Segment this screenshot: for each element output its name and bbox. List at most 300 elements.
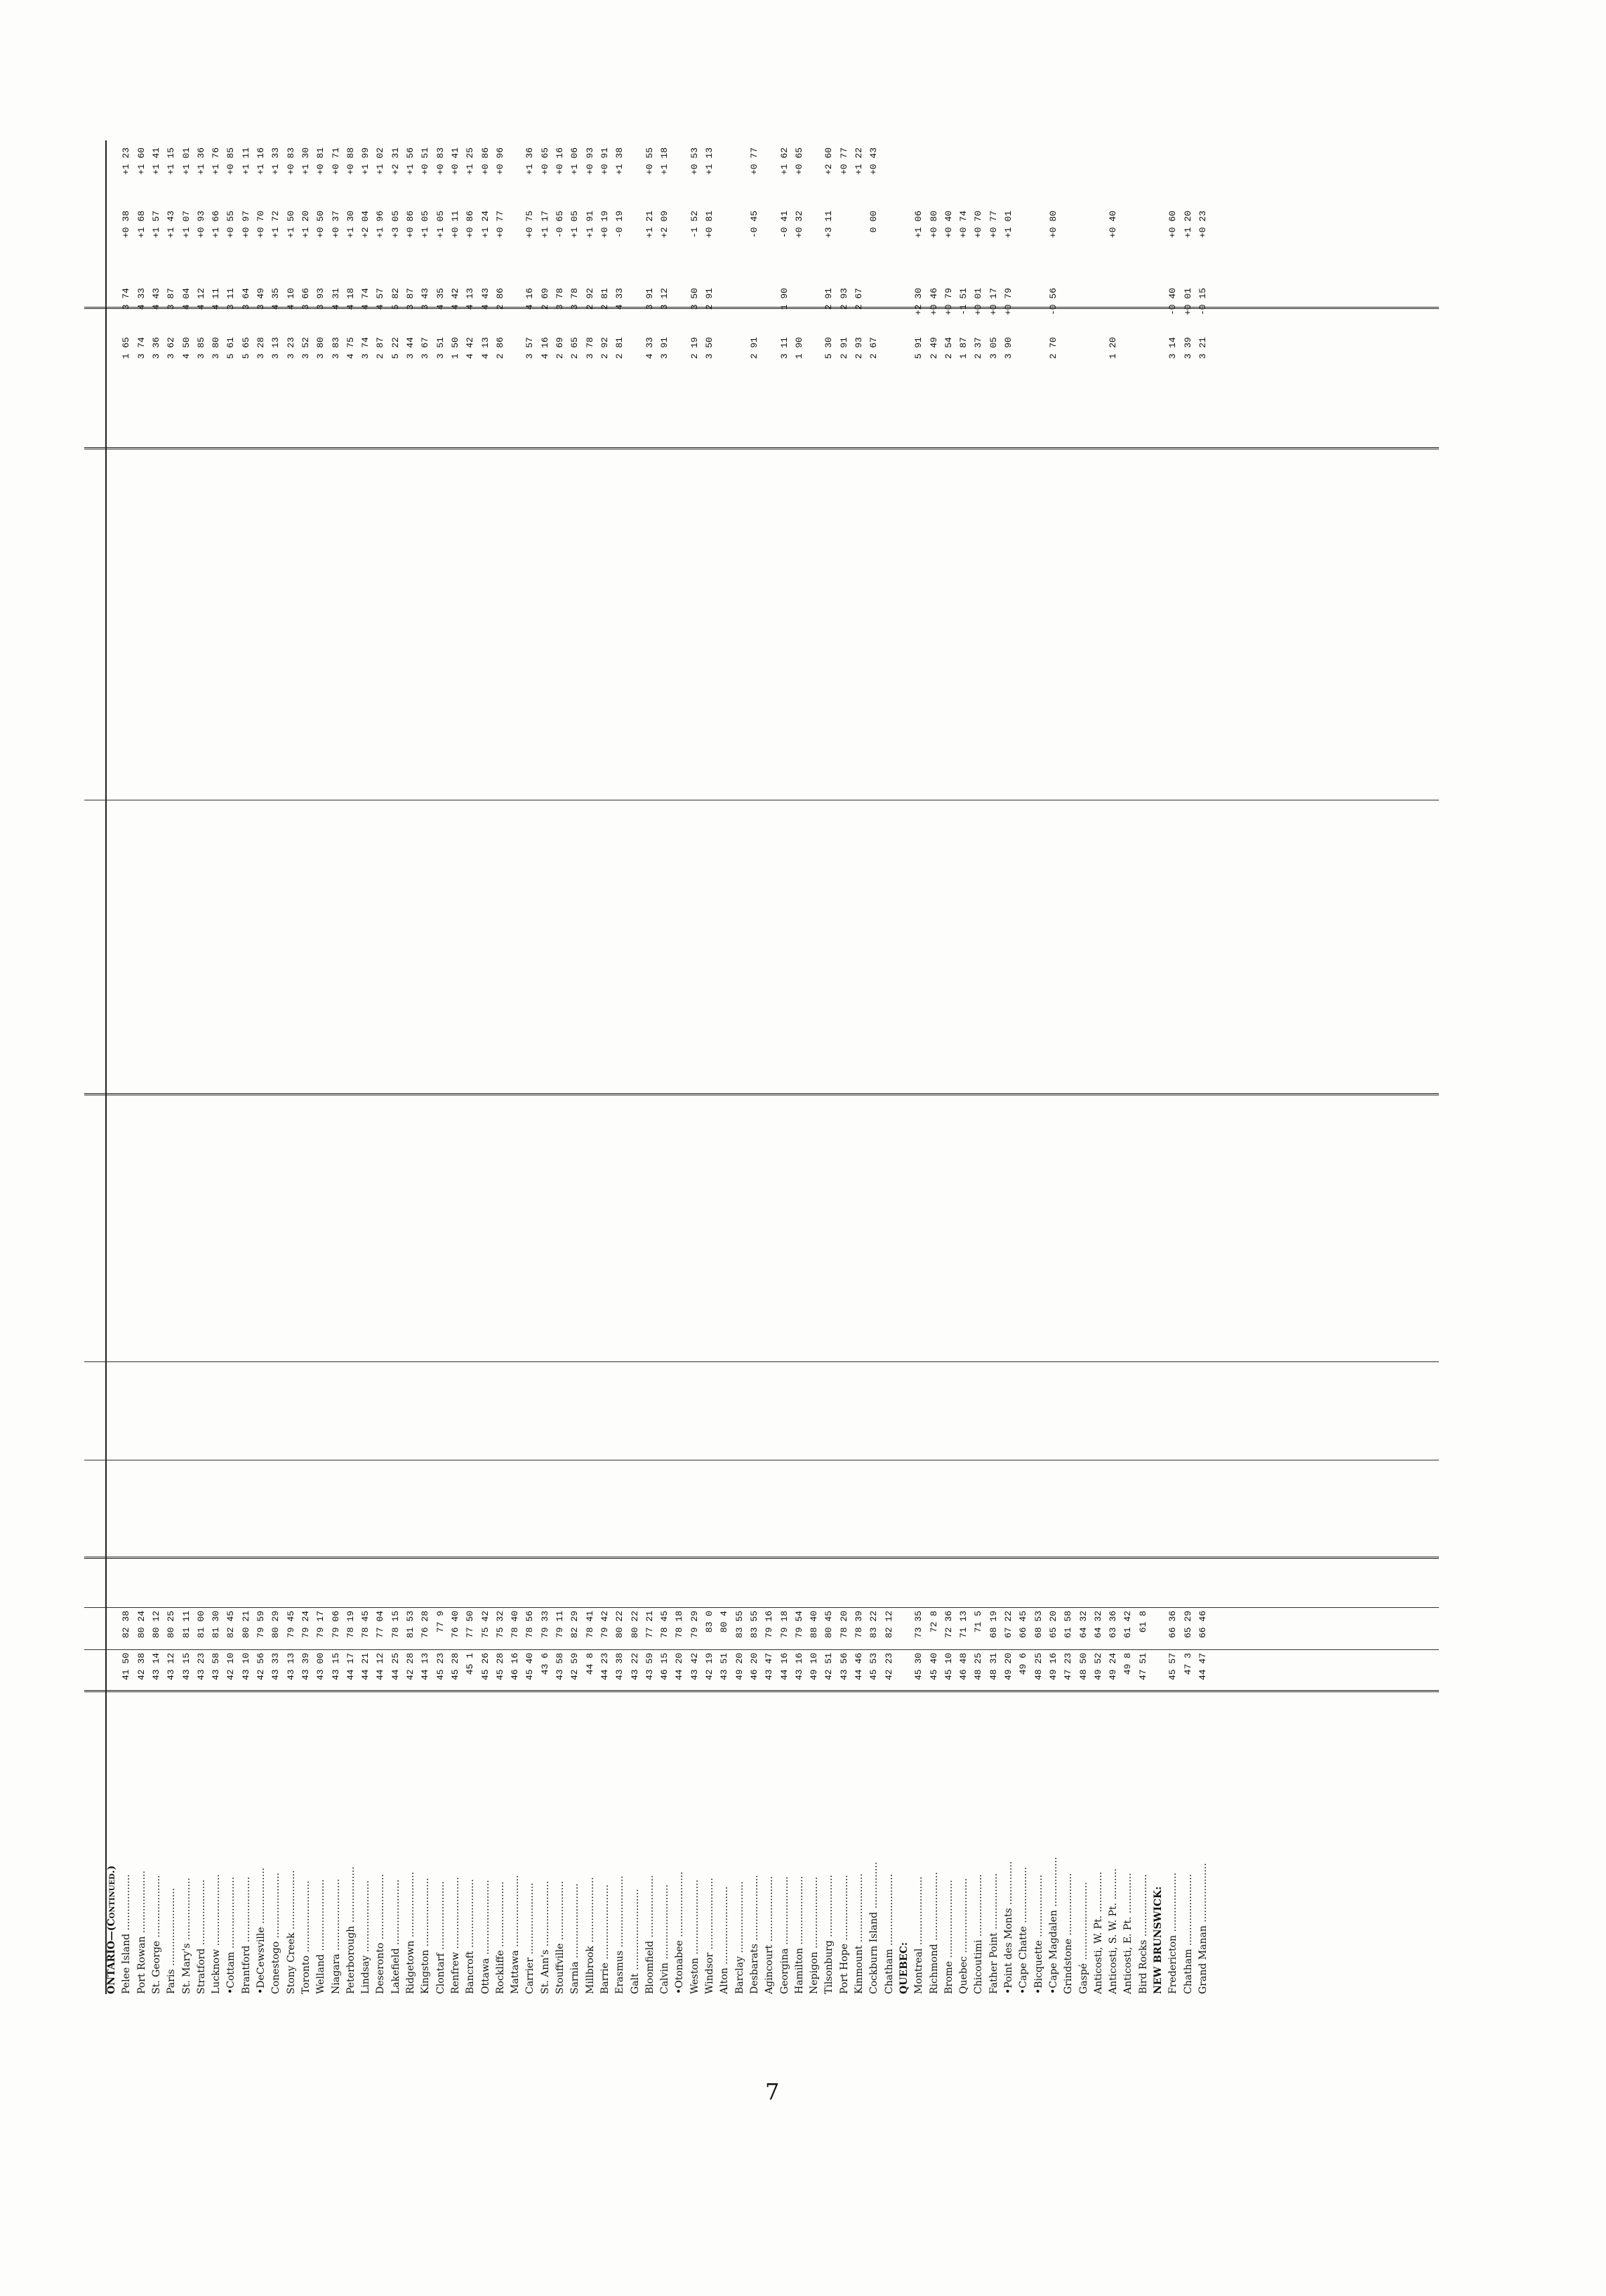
longitude-cell: 79 45 — [285, 1611, 296, 1639]
longitude-cell: 80 25 — [166, 1611, 177, 1639]
table-row — [1092, 140, 1105, 1994]
value-cell: +1 17 — [539, 211, 550, 239]
value-cell: +0 77 — [838, 147, 849, 176]
longitude-cell: 80 24 — [135, 1611, 147, 1639]
value-cell: +0 11 — [449, 211, 460, 239]
station-name: Mattawa ....................... — [510, 1875, 522, 1994]
value-cell: 2 37 — [973, 337, 984, 359]
table-row — [1033, 140, 1045, 1994]
table-row — [868, 140, 880, 1994]
latitude-cell: 42 56 — [255, 1653, 266, 1681]
latitude-cell: 43 42 — [689, 1653, 700, 1681]
value-cell: +2 09 — [659, 211, 670, 239]
latitude-cell: 45 10 — [943, 1653, 954, 1681]
latitude-cell: 45 40 — [524, 1653, 536, 1681]
table-row — [778, 140, 791, 1994]
longitude-cell: 63 36 — [1108, 1611, 1119, 1639]
station-name: •DeCewsville .................. — [255, 1867, 267, 1994]
value-cell: 3 91 — [644, 288, 655, 310]
value-cell: 1 50 — [449, 337, 460, 359]
table-row — [584, 140, 597, 1994]
station-name: Port Hope ..................... — [838, 1875, 850, 1994]
latitude-cell: 48 25 — [973, 1653, 984, 1681]
value-cell: +0 65 — [539, 147, 550, 176]
longitude-cell: 83 55 — [734, 1611, 745, 1639]
latitude-cell: 43 23 — [195, 1653, 206, 1681]
value-cell: 4 50 — [180, 337, 192, 359]
value-cell: 3 80 — [315, 337, 326, 359]
value-cell: +0 01 — [973, 288, 984, 316]
station-name: Welland ....................... — [315, 1879, 327, 1994]
station-name: Richmond ...................... — [928, 1872, 940, 1994]
value-cell: -0 45 — [748, 211, 759, 239]
value-cell: 3 05 — [988, 337, 999, 359]
latitude-cell: 45 1 — [465, 1653, 476, 1675]
longitude-cell: 81 53 — [405, 1611, 416, 1639]
longitude-cell: 76 28 — [420, 1611, 431, 1639]
value-cell: 3 67 — [420, 337, 431, 359]
table-row — [673, 140, 686, 1994]
station-name: Desbarats ..................... — [748, 1875, 760, 1994]
longitude-cell: 80 29 — [270, 1611, 281, 1639]
table-row — [554, 140, 566, 1994]
value-cell: 2 91 — [704, 288, 715, 310]
latitude-cell: 44 21 — [360, 1653, 371, 1681]
section-heading-label: NEW BRUNSWICK: — [1153, 1886, 1164, 1994]
latitude-cell: 43 33 — [270, 1653, 281, 1681]
value-cell: +0 86 — [465, 211, 476, 239]
value-cell: +1 36 — [524, 147, 536, 176]
station-name: •Otonabee ..................... — [674, 1871, 686, 1994]
table-row — [988, 140, 1000, 1994]
value-cell: 2 87 — [375, 337, 386, 359]
longitude-cell: 71 5 — [973, 1611, 984, 1633]
station-name: Galt .......................... — [629, 1889, 641, 1994]
table-row — [120, 140, 133, 1994]
latitude-cell: 41 50 — [121, 1653, 132, 1681]
value-cell: +0 79 — [1003, 288, 1014, 316]
table-row — [374, 140, 387, 1994]
value-cell: +3 11 — [823, 211, 835, 239]
longitude-cell: 78 18 — [674, 1611, 685, 1639]
value-cell: 3 52 — [300, 337, 311, 359]
station-name: Agincourt ..................... — [764, 1875, 776, 1994]
value-cell: +0 16 — [555, 147, 565, 176]
station-name: Alton ......................... — [719, 1886, 731, 1994]
latitude-cell: 43 14 — [150, 1653, 161, 1681]
value-cell: 4 10 — [285, 288, 296, 310]
table-row — [1047, 140, 1060, 1994]
station-name: Clontarf ...................... — [434, 1881, 446, 1994]
longitude-cell: 72 8 — [928, 1611, 939, 1633]
longitude-cell: 83 55 — [748, 1611, 759, 1639]
longitude-cell: 81 11 — [180, 1611, 192, 1639]
table-row — [225, 140, 237, 1994]
station-name: Calvin ........................ — [659, 1884, 671, 1994]
latitude-cell: 42 28 — [405, 1653, 416, 1681]
table-row — [524, 140, 536, 1994]
value-cell: +0 37 — [330, 211, 341, 239]
latitude-cell: 43 15 — [180, 1653, 192, 1681]
value-cell: 2 69 — [555, 337, 565, 359]
latitude-cell: 45 26 — [479, 1653, 491, 1681]
value-cell: 1 87 — [958, 337, 969, 359]
longitude-cell: 71 13 — [958, 1611, 969, 1639]
latitude-cell: 43 15 — [330, 1653, 341, 1681]
longitude-cell: 61 8 — [1137, 1611, 1148, 1633]
value-cell: +0 53 — [689, 147, 700, 176]
station-name: Nepigon ....................... — [809, 1876, 821, 1994]
longitude-cell: 79 06 — [330, 1611, 341, 1639]
station-name: Niagara ....................... — [330, 1878, 342, 1994]
latitude-cell: 42 23 — [883, 1653, 894, 1681]
value-cell: +1 30 — [300, 147, 311, 176]
station-name: St. Ann's ..................... — [539, 1880, 551, 1994]
value-cell: +2 60 — [823, 147, 835, 176]
value-cell: -0 65 — [555, 211, 565, 239]
section-heading — [105, 140, 118, 1994]
longitude-cell: 81 30 — [211, 1611, 222, 1639]
longitude-cell: 78 45 — [360, 1611, 371, 1639]
station-name: Sarnia ........................ — [569, 1883, 581, 1994]
table-row — [1062, 140, 1075, 1994]
value-cell: +0 75 — [524, 211, 536, 239]
table-row — [734, 140, 746, 1994]
table-row — [808, 140, 821, 1994]
value-cell: +0 40 — [1108, 211, 1119, 239]
latitude-cell: 44 23 — [599, 1653, 610, 1681]
value-cell: 3 93 — [315, 288, 326, 310]
value-cell: 3 87 — [405, 288, 416, 310]
station-name: Chatham ....................... — [1182, 1873, 1194, 1994]
table-row — [240, 140, 253, 1994]
latitude-cell: 43 56 — [838, 1653, 849, 1681]
value-cell: +1 23 — [121, 147, 132, 176]
table-row — [390, 140, 402, 1994]
value-cell: 1 20 — [1108, 337, 1119, 359]
table-row — [972, 140, 985, 1994]
longitude-cell: 79 17 — [315, 1611, 326, 1639]
value-cell: 3 43 — [420, 288, 431, 310]
station-name: •Cape Chatte .................. — [1018, 1866, 1030, 1994]
value-cell: +0 79 — [943, 288, 954, 316]
value-cell: +0 93 — [195, 211, 206, 239]
value-cell: 5 22 — [390, 337, 401, 359]
table-row — [150, 140, 163, 1994]
value-cell: +0 83 — [285, 147, 296, 176]
table-row — [165, 140, 178, 1994]
value-cell: +1 62 — [778, 147, 790, 176]
table-row — [689, 140, 701, 1994]
longitude-cell: 66 46 — [1197, 1611, 1208, 1639]
latitude-cell: 43 13 — [285, 1653, 296, 1681]
value-cell: 1 65 — [121, 337, 132, 359]
longitude-cell: 78 45 — [659, 1611, 670, 1639]
value-cell: 3 50 — [689, 288, 700, 310]
value-cell: 5 82 — [390, 288, 401, 310]
latitude-cell: 45 53 — [868, 1653, 880, 1681]
station-name: Lindsay ....................... — [360, 1880, 372, 1994]
longitude-cell: 66 36 — [1167, 1611, 1179, 1639]
value-cell: +1 66 — [211, 211, 222, 239]
value-cell: 2 92 — [599, 337, 610, 359]
value-cell: 3 50 — [704, 337, 715, 359]
value-cell: +0 70 — [255, 211, 266, 239]
station-name: Montreal ...................... — [913, 1876, 925, 1994]
value-cell: +0 81 — [704, 211, 715, 239]
longitude-cell: 68 19 — [988, 1611, 999, 1639]
station-name: •Bicquette .................... — [1033, 1874, 1044, 1994]
table-row — [494, 140, 507, 1994]
value-cell: 3 11 — [225, 288, 237, 310]
latitude-cell: 45 28 — [449, 1653, 460, 1681]
top-rule — [105, 140, 107, 1994]
longitude-cell: 79 59 — [255, 1611, 266, 1639]
longitude-cell: 79 18 — [778, 1611, 790, 1639]
table-row — [838, 140, 851, 1994]
value-cell: 2 81 — [614, 337, 625, 359]
value-cell: +1 02 — [375, 147, 386, 176]
station-name: Barclay ....................... — [734, 1881, 745, 1994]
table-row — [853, 140, 865, 1994]
value-cell: 3 78 — [584, 337, 595, 359]
station-name: Brome ......................... — [943, 1880, 955, 1994]
value-cell: 4 13 — [479, 337, 491, 359]
table-row — [404, 140, 417, 1994]
value-cell: -0 40 — [1167, 288, 1179, 316]
table-row — [1197, 140, 1209, 1994]
value-cell: -0 56 — [1047, 288, 1058, 316]
longitude-cell: 81 00 — [195, 1611, 206, 1639]
value-cell: +0 80 — [928, 211, 939, 239]
table-row — [539, 140, 552, 1994]
table-row — [928, 140, 941, 1994]
value-cell: 3 91 — [659, 337, 670, 359]
value-cell: 2 69 — [539, 288, 550, 310]
latitude-cell: 43 59 — [644, 1653, 655, 1681]
table-row — [569, 140, 581, 1994]
value-cell: +0 86 — [479, 147, 491, 176]
table-row — [1017, 140, 1030, 1994]
value-cell: 4 42 — [449, 288, 460, 310]
value-cell: +1 30 — [345, 211, 356, 239]
longitude-cell: 75 32 — [494, 1611, 505, 1639]
longitude-cell: 76 40 — [449, 1611, 460, 1639]
longitude-cell: 73 35 — [913, 1611, 924, 1639]
longitude-cell: 79 11 — [555, 1611, 565, 1639]
value-cell: +0 40 — [943, 211, 954, 239]
table-row — [943, 140, 955, 1994]
value-cell: 3 12 — [659, 288, 670, 310]
station-name: Renfrew ....................... — [449, 1877, 461, 1994]
longitude-cell: 88 40 — [809, 1611, 820, 1639]
longitude-cell: 64 32 — [1077, 1611, 1089, 1639]
longitude-cell: 79 29 — [689, 1611, 700, 1639]
value-cell: +1 96 — [375, 211, 386, 239]
value-cell: +1 22 — [854, 147, 864, 176]
value-cell: 3 66 — [300, 288, 311, 310]
station-name: Father Point .................. — [988, 1873, 1000, 1994]
table-row — [300, 140, 312, 1994]
value-cell: -0 15 — [1197, 288, 1208, 316]
table-row — [957, 140, 970, 1994]
value-cell: +0 86 — [405, 211, 416, 239]
latitude-cell: 42 10 — [225, 1653, 237, 1681]
latitude-cell: 43 16 — [793, 1653, 804, 1681]
station-name: Bloomfield .................... — [644, 1875, 656, 1994]
value-cell: 4 35 — [434, 288, 446, 310]
value-cell: 0 00 — [868, 211, 880, 233]
value-cell: +0 93 — [584, 147, 595, 176]
value-cell: 3 11 — [778, 337, 790, 359]
longitude-cell: 80 12 — [150, 1611, 161, 1639]
value-cell: +1 06 — [913, 211, 924, 239]
station-name: •Cottam ....................... — [225, 1876, 237, 1994]
value-cell: 3 78 — [555, 288, 565, 310]
latitude-cell: 48 50 — [1077, 1653, 1089, 1681]
value-cell: +0 77 — [748, 147, 759, 176]
longitude-cell: 65 29 — [1182, 1611, 1193, 1639]
table-row — [135, 140, 148, 1994]
value-cell: +0 41 — [449, 147, 460, 176]
station-name: Bird Rocks .................... — [1137, 1874, 1149, 1994]
latitude-cell: 43 22 — [629, 1653, 640, 1681]
table-row — [479, 140, 492, 1994]
value-cell: +1 01 — [180, 147, 192, 176]
longitude-cell: 78 40 — [510, 1611, 521, 1639]
latitude-cell: 49 20 — [734, 1653, 745, 1681]
value-cell: +0 71 — [330, 147, 341, 176]
value-cell: +0 81 — [315, 147, 326, 176]
latitude-cell: 42 59 — [569, 1653, 580, 1681]
table-row — [658, 140, 671, 1994]
latitude-cell: 49 20 — [1003, 1653, 1014, 1681]
value-cell: 2 93 — [838, 288, 849, 310]
meteorological-table — [105, 140, 1439, 1994]
value-cell: +0 19 — [599, 211, 610, 239]
longitude-cell: 82 29 — [569, 1611, 580, 1639]
value-cell: 2 67 — [868, 337, 880, 359]
value-cell: +2 31 — [390, 147, 401, 176]
value-cell: 3 49 — [255, 288, 266, 310]
value-cell: 4 33 — [135, 288, 147, 310]
latitude-cell: 44 13 — [420, 1653, 431, 1681]
value-cell: 2 91 — [748, 337, 759, 359]
value-cell: +1 91 — [584, 211, 595, 239]
value-cell: +1 05 — [434, 211, 446, 239]
table-row — [255, 140, 267, 1994]
value-cell: +0 91 — [599, 147, 610, 176]
latitude-cell: 48 31 — [988, 1653, 999, 1681]
station-name: Anticosti, W. Pt. ............. — [1092, 1871, 1104, 1994]
value-cell: +1 24 — [479, 211, 491, 239]
value-cell: 3 74 — [135, 337, 147, 359]
value-cell: 4 16 — [524, 288, 536, 310]
value-cell: +0 77 — [988, 211, 999, 239]
latitude-cell: 43 58 — [555, 1653, 565, 1681]
station-name: •Point des Monts .............. — [1003, 1861, 1014, 1994]
value-cell: 3 21 — [1197, 337, 1208, 359]
value-cell: +1 36 — [195, 147, 206, 176]
table-row — [883, 140, 896, 1994]
station-name: Barrie ........................ — [599, 1884, 611, 1994]
value-cell: +0 46 — [928, 288, 939, 316]
table-row — [359, 140, 372, 1994]
station-name: Erasmus ....................... — [614, 1875, 626, 1994]
value-cell: 3 13 — [270, 337, 281, 359]
station-name: Grindstone .................... — [1063, 1873, 1075, 1994]
latitude-cell: 48 25 — [1033, 1653, 1044, 1681]
value-cell: +0 50 — [315, 211, 326, 239]
value-cell: +0 38 — [121, 211, 132, 239]
station-name: Cockburn Island ............... — [868, 1861, 880, 1994]
value-cell: +0 55 — [644, 147, 655, 176]
latitude-cell: 46 20 — [748, 1653, 759, 1681]
value-cell: +1 20 — [300, 211, 311, 239]
station-name: Kinmount ...................... — [854, 1873, 865, 1994]
latitude-cell: 49 10 — [809, 1653, 820, 1681]
value-cell: 2 67 — [854, 288, 864, 310]
value-cell: +1 99 — [360, 147, 371, 176]
value-cell: 4 04 — [180, 288, 192, 310]
station-name: Bancroft ...................... — [465, 1879, 477, 1994]
station-name: Carrier ....................... — [524, 1882, 536, 1994]
value-cell: +1 05 — [420, 211, 431, 239]
value-cell: +1 18 — [659, 147, 670, 176]
value-cell: +2 30 — [913, 288, 924, 316]
value-cell: 2 81 — [599, 288, 610, 310]
longitude-cell: 80 22 — [629, 1611, 640, 1639]
value-cell: 2 70 — [1047, 337, 1058, 359]
table-row — [464, 140, 477, 1994]
value-cell: 2 86 — [494, 337, 505, 359]
value-cell: +1 11 — [240, 147, 251, 176]
value-cell: 5 65 — [240, 337, 251, 359]
value-cell: -0 19 — [614, 211, 625, 239]
station-name: Pelee Island .................. — [121, 1874, 133, 1994]
latitude-cell: 44 16 — [778, 1653, 790, 1681]
table-row — [1107, 140, 1120, 1994]
table-row — [270, 140, 282, 1994]
value-cell: 3 85 — [195, 337, 206, 359]
latitude-cell: 45 23 — [434, 1653, 446, 1681]
latitude-cell: 47 23 — [1063, 1653, 1074, 1681]
longitude-cell: 82 45 — [225, 1611, 237, 1639]
value-cell: 3 90 — [1003, 337, 1014, 359]
longitude-cell: 83 22 — [868, 1611, 880, 1639]
latitude-cell: 44 25 — [390, 1653, 401, 1681]
latitude-cell: 45 40 — [928, 1653, 939, 1681]
value-cell: 3 74 — [121, 288, 132, 310]
value-cell: +0 01 — [1182, 288, 1193, 316]
latitude-cell: 43 47 — [764, 1653, 775, 1681]
value-cell: 4 35 — [270, 288, 281, 310]
longitude-cell: 78 20 — [838, 1611, 849, 1639]
value-cell: +0 85 — [225, 147, 237, 176]
longitude-cell: 61 58 — [1063, 1611, 1074, 1639]
table-row — [345, 140, 357, 1994]
station-name: Quebec ........................ — [958, 1878, 970, 1994]
station-name: Peterborough .................. — [345, 1866, 357, 1994]
longitude-cell: 77 50 — [465, 1611, 476, 1639]
value-cell: 3 87 — [166, 288, 177, 310]
value-cell: +0 96 — [494, 147, 505, 176]
value-cell: 3 39 — [1182, 337, 1193, 359]
station-name: Ridgetown ..................... — [405, 1871, 416, 1994]
station-name: Tilsonburg .................... — [823, 1874, 835, 1994]
longitude-cell: 78 41 — [584, 1611, 595, 1639]
station-name: Grand Manan ................... — [1197, 1863, 1209, 1994]
